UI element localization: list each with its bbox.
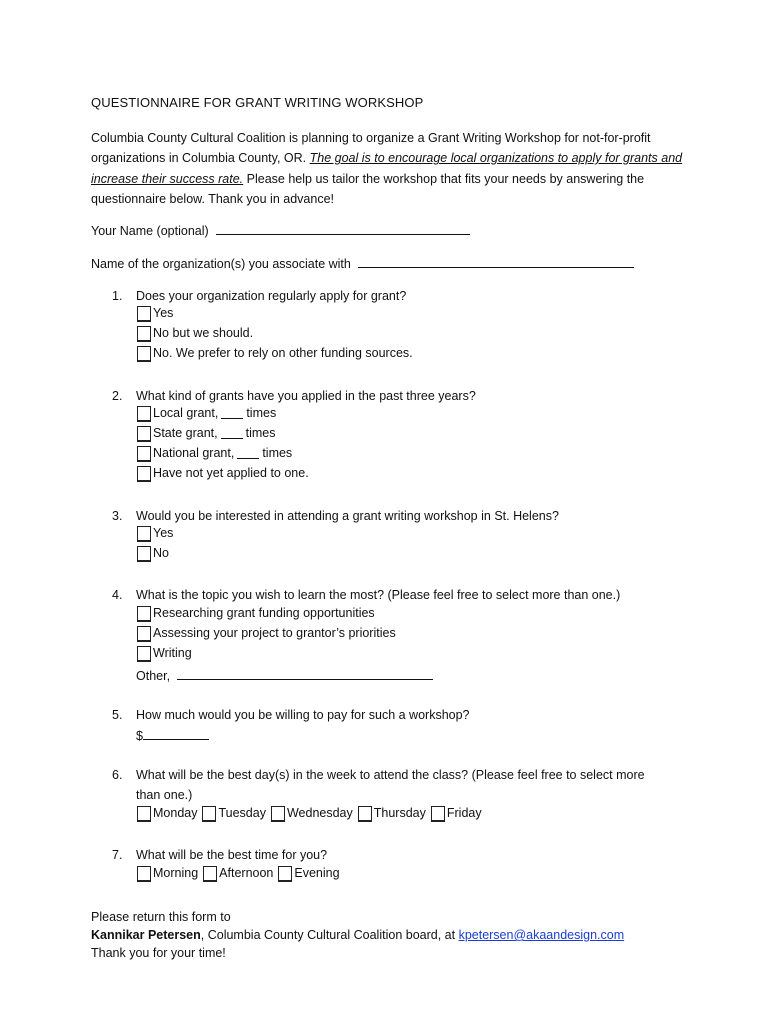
question-7-text: What will be the best time for you?: [136, 848, 328, 862]
other-label: Other,: [136, 669, 171, 683]
q4-option-assessing[interactable]: [137, 625, 396, 641]
times-blank[interactable]: [221, 427, 243, 439]
option-label: Yes: [153, 306, 174, 320]
q6-option-thursday[interactable]: [358, 805, 426, 821]
checkbox[interactable]: [137, 346, 151, 361]
footer-thanks-line: Thank you for your time!: [91, 946, 226, 960]
checkbox[interactable]: [137, 646, 151, 661]
q6-option-friday[interactable]: [431, 805, 482, 821]
option-label: Yes: [153, 526, 174, 540]
question-4-text: What is the topic you wish to learn the most? (Please feel free to select more than one.): [136, 588, 621, 602]
question-6-number: 6.: [112, 768, 123, 782]
q7-option-afternoon[interactable]: [203, 865, 273, 881]
intro-emphasis: The goal is to encourage local organizations to apply for grants and increase their success rate.: [91, 151, 683, 186]
checkbox[interactable]: [137, 806, 151, 821]
intro-text-1: Columbia County Cultural Coalition is planning to organize a Grant Writing Workshop for not-for-profit organizations in Columbia County, OR.: [91, 131, 651, 166]
q4-option-writing[interactable]: [137, 645, 192, 661]
contact-name: Kannikar Petersen: [91, 928, 201, 942]
option-label: Have not yet applied to one.: [153, 466, 309, 480]
option-label: Wednesday: [286, 806, 353, 820]
q2-option-local[interactable]: [137, 405, 276, 421]
question-5-text: How much would you be willing to pay for such a workshop?: [136, 708, 470, 722]
checkbox[interactable]: [358, 806, 372, 821]
option-label: Writing: [153, 646, 192, 660]
checkbox[interactable]: [137, 326, 151, 341]
option-label: No but we should.: [153, 326, 254, 340]
q6-day-options: [137, 805, 487, 821]
checkbox[interactable]: [271, 806, 285, 821]
checkbox[interactable]: [137, 466, 151, 481]
question-1-number: 1.: [112, 289, 123, 303]
checkbox[interactable]: [203, 866, 217, 881]
other-input-line[interactable]: [177, 667, 433, 680]
name-input-line[interactable]: [216, 222, 470, 235]
question-2-number: 2.: [112, 389, 123, 403]
option-label: National grant,: [153, 446, 235, 460]
times-label: times: [245, 426, 276, 440]
q1-option-yes[interactable]: [137, 305, 173, 321]
checkbox[interactable]: [137, 866, 151, 881]
checkbox[interactable]: [137, 626, 151, 641]
q7-option-evening[interactable]: [278, 865, 339, 881]
q2-option-none[interactable]: [137, 465, 309, 481]
option-label: Local grant,: [153, 406, 219, 420]
times-blank[interactable]: [237, 447, 259, 459]
checkbox[interactable]: [137, 406, 151, 421]
question-2-text: What kind of grants have you applied in the past three years?: [136, 389, 476, 403]
option-label: Thursday: [373, 806, 426, 820]
checkbox[interactable]: [431, 806, 445, 821]
option-label: Evening: [294, 866, 340, 880]
org-input-line[interactable]: [358, 255, 634, 268]
checkbox[interactable]: [278, 866, 292, 881]
q4-other-row: [136, 667, 433, 684]
q7-option-morning[interactable]: [137, 865, 198, 881]
footer-contact-line: [91, 927, 624, 943]
contact-description: , Columbia County Cultural Coalition board, at: [200, 928, 459, 942]
name-field-label: Your Name (optional): [91, 224, 209, 238]
times-blank[interactable]: [221, 407, 243, 419]
q5-amount-row: [136, 727, 209, 744]
question-3-number: 3.: [112, 509, 123, 523]
q6-option-wednesday[interactable]: [271, 805, 353, 821]
question-3-text: Would you be interested in attending a grant writing workshop in St. Helens?: [136, 509, 559, 523]
intro-text-2: Please help us tailor the workshop that fits your needs by answering the questionnaire below. Thank you in advance!: [91, 171, 645, 206]
option-label: Afternoon: [219, 866, 274, 880]
q7-time-options: [137, 865, 345, 881]
option-label: No: [153, 546, 169, 560]
question-6-text-line2: than one.): [136, 788, 193, 802]
times-label: times: [262, 446, 293, 460]
q3-option-no[interactable]: [137, 545, 169, 561]
option-label: State grant,: [153, 426, 218, 440]
q2-option-state[interactable]: [137, 425, 276, 441]
footer-return-line: Please return this form to: [91, 910, 231, 924]
checkbox[interactable]: [202, 806, 216, 821]
question-1-text: Does your organization regularly apply for grant?: [136, 289, 407, 303]
name-field-row: [91, 222, 470, 239]
option-label: Friday: [446, 806, 482, 820]
option-label: Morning: [153, 866, 199, 880]
option-label: Assessing your project to grantor’s priorities: [153, 626, 396, 640]
page-title: QUESTIONNAIRE FOR GRANT WRITING WORKSHOP: [91, 95, 424, 110]
question-5-number: 5.: [112, 708, 123, 722]
intro-paragraph: [91, 128, 691, 209]
question-6-text-line1: What will be the best day(s) in the week to attend the class? (Please feel free to select more: [136, 768, 645, 782]
amount-input-line[interactable]: [143, 727, 209, 740]
checkbox[interactable]: [137, 426, 151, 441]
question-7-number: 7.: [112, 848, 123, 862]
org-field-label: Name of the organization(s) you associate with: [91, 257, 351, 271]
q4-option-researching[interactable]: [137, 605, 375, 621]
q6-option-monday[interactable]: [137, 805, 197, 821]
checkbox[interactable]: [137, 446, 151, 461]
question-4-number: 4.: [112, 588, 123, 602]
q6-option-tuesday[interactable]: [202, 805, 265, 821]
q2-option-national[interactable]: [137, 445, 292, 461]
checkbox[interactable]: [137, 606, 151, 621]
contact-email-link[interactable]: kpetersen@akaandesign.com: [458, 928, 625, 942]
option-label: Monday: [153, 806, 198, 820]
currency-symbol: $: [136, 729, 143, 743]
option-label: Researching grant funding opportunities: [153, 606, 375, 620]
times-label: times: [246, 406, 277, 420]
q1-option-no-should[interactable]: [137, 325, 253, 341]
org-field-row: [91, 255, 634, 272]
option-label: Tuesday: [218, 806, 266, 820]
q1-option-no-other[interactable]: [137, 345, 413, 361]
checkbox[interactable]: [137, 306, 151, 321]
checkbox[interactable]: [137, 526, 151, 541]
option-label: No. We prefer to rely on other funding sources.: [153, 346, 413, 360]
checkbox[interactable]: [137, 546, 151, 561]
q3-option-yes[interactable]: [137, 525, 173, 541]
